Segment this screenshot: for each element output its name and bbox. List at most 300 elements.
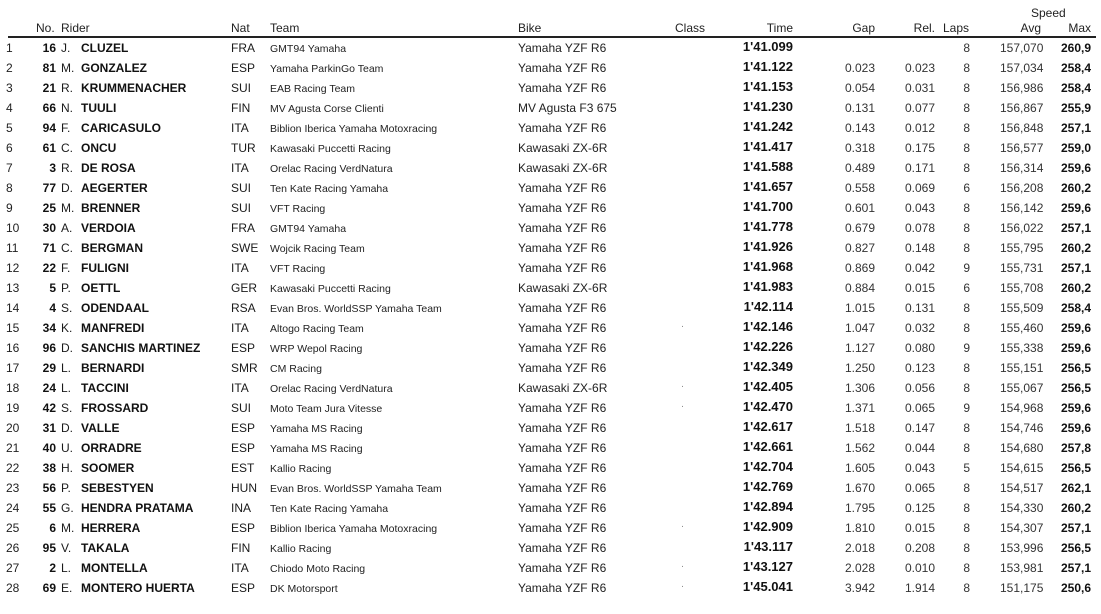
rider-surname-cell: SANCHIS MARTINEZ: [81, 341, 201, 355]
avg-speed-cell: 154,746: [1000, 421, 1044, 435]
avg-speed-cell: 155,067: [1000, 381, 1044, 395]
time-cell: 1'42.769: [742, 479, 793, 494]
gap-cell: 0.679: [844, 221, 875, 235]
relative-gap-cell: 0.065: [904, 401, 935, 415]
gap-cell: 0.318: [844, 141, 875, 155]
table-row: [0, 58, 1101, 78]
table-row: [0, 518, 1101, 538]
max-speed-cell: 256,5: [1060, 361, 1091, 375]
max-speed-cell: 260,2: [1060, 501, 1091, 515]
bike-cell: Yamaha YZF R6: [518, 261, 607, 275]
class-cell: ·: [680, 581, 685, 592]
time-cell: 1'41.242: [742, 119, 793, 134]
relative-gap-cell: 1.914: [904, 581, 935, 595]
header-class: Class: [675, 21, 706, 35]
rider-surname-cell: BERGMAN: [81, 241, 143, 255]
max-speed-cell: 259,6: [1060, 341, 1091, 355]
position-cell: 15: [6, 321, 20, 335]
time-cell: 1'41.588: [742, 159, 793, 174]
position-cell: 7: [6, 161, 13, 175]
avg-speed-cell: 156,314: [1000, 161, 1044, 175]
rider-number-cell: 25: [42, 201, 56, 215]
laps-cell: 8: [963, 161, 970, 175]
team-cell: DK Motorsport: [270, 583, 338, 595]
header-avg: Avg: [1020, 21, 1041, 35]
time-cell: 1'41.968: [742, 259, 793, 274]
rider-surname-cell: MONTELLA: [81, 561, 148, 575]
team-cell: Evan Bros. WorldSSP Yamaha Team: [270, 303, 442, 315]
relative-gap-cell: 0.123: [904, 361, 935, 375]
rider-surname-cell: TACCINI: [81, 381, 129, 395]
relative-gap-cell: 0.043: [904, 461, 935, 475]
team-cell: VFT Racing: [270, 263, 326, 275]
max-speed-cell: 260,2: [1060, 241, 1091, 255]
position-cell: 14: [6, 301, 20, 315]
bike-cell: Yamaha YZF R6: [518, 541, 607, 555]
max-speed-cell: 255,9: [1060, 101, 1091, 115]
header-no: No.: [36, 21, 55, 35]
relative-gap-cell: 0.125: [904, 501, 935, 515]
bike-cell: MV Agusta F3 675: [518, 101, 617, 115]
time-cell: 1'42.146: [742, 319, 793, 334]
header-rel: Rel.: [913, 21, 935, 35]
laps-cell: 8: [963, 301, 970, 315]
bike-cell: Yamaha YZF R6: [518, 561, 607, 575]
table-row: [0, 298, 1101, 318]
laps-cell: 9: [963, 401, 970, 415]
rider-number-cell: 6: [49, 521, 56, 535]
table-row: [0, 578, 1101, 598]
bike-cell: Yamaha YZF R6: [518, 121, 607, 135]
team-cell: Kallio Racing: [270, 463, 332, 475]
rider-surname-cell: CARICASULO: [81, 121, 161, 135]
rider-number-cell: 61: [42, 141, 56, 155]
laps-cell: 8: [963, 541, 970, 555]
rider-initial-cell: M.: [61, 61, 75, 75]
position-cell: 17: [6, 361, 20, 375]
time-cell: 1'41.657: [742, 179, 793, 194]
gap-cell: 1.562: [844, 441, 875, 455]
relative-gap-cell: 0.131: [904, 301, 935, 315]
max-speed-cell: 259,6: [1060, 401, 1091, 415]
gap-cell: 0.131: [844, 101, 875, 115]
gap-cell: 1.015: [844, 301, 875, 315]
table-row: [0, 118, 1101, 138]
relative-gap-cell: 0.175: [904, 141, 935, 155]
avg-speed-cell: 155,509: [1000, 301, 1044, 315]
rider-initial-cell: S.: [61, 301, 73, 315]
max-speed-cell: 258,4: [1060, 301, 1091, 315]
table-row: [0, 438, 1101, 458]
laps-cell: 6: [963, 281, 970, 295]
bike-cell: Yamaha YZF R6: [518, 61, 607, 75]
position-cell: 5: [6, 121, 13, 135]
avg-speed-cell: 154,680: [1000, 441, 1044, 455]
gap-cell: 1.127: [844, 341, 875, 355]
bike-cell: Yamaha YZF R6: [518, 361, 607, 375]
laps-cell: 8: [963, 141, 970, 155]
avg-speed-cell: 153,981: [1000, 561, 1044, 575]
bike-cell: Yamaha YZF R6: [518, 401, 607, 415]
rider-initial-cell: K.: [61, 321, 73, 335]
rider-initial-cell: F.: [61, 261, 71, 275]
table-row: [0, 198, 1101, 218]
avg-speed-cell: 154,968: [1000, 401, 1044, 415]
team-cell: Ten Kate Racing Yamaha: [270, 183, 389, 195]
gap-cell: 3.942: [844, 581, 875, 595]
bike-cell: Yamaha YZF R6: [518, 581, 607, 595]
laps-cell: 8: [963, 381, 970, 395]
bike-cell: Yamaha YZF R6: [518, 441, 607, 455]
nationality-cell: ESP: [231, 521, 256, 535]
rider-surname-cell: GONZALEZ: [81, 61, 147, 75]
nationality-cell: HUN: [231, 481, 257, 495]
team-cell: Altogo Racing Team: [270, 323, 364, 335]
rider-number-cell: 69: [42, 581, 56, 595]
table-row: [0, 158, 1101, 178]
position-cell: 3: [6, 81, 13, 95]
gap-cell: 0.558: [844, 181, 875, 195]
nationality-cell: SUI: [231, 181, 252, 195]
relative-gap-cell: 0.044: [904, 441, 935, 455]
rider-surname-cell: ONCU: [81, 141, 117, 155]
gap-cell: 1.250: [844, 361, 875, 375]
nationality-cell: ESP: [231, 421, 256, 435]
rider-initial-cell: H.: [61, 461, 73, 475]
rider-initial-cell: L.: [61, 561, 72, 575]
rider-initial-cell: G.: [61, 501, 74, 515]
team-cell: Orelac Racing VerdNatura: [270, 163, 393, 175]
nationality-cell: SUI: [231, 401, 252, 415]
nationality-cell: ESP: [231, 61, 256, 75]
avg-speed-cell: 156,142: [1000, 201, 1044, 215]
bike-cell: Yamaha YZF R6: [518, 461, 607, 475]
table-row: [0, 498, 1101, 518]
gap-cell: 0.869: [844, 261, 875, 275]
speed-group-header: Speed: [1031, 6, 1066, 20]
avg-speed-cell: 157,070: [1000, 41, 1044, 55]
laps-cell: 8: [963, 521, 970, 535]
table-row: [0, 398, 1101, 418]
position-cell: 1: [6, 41, 13, 55]
table-row: [0, 178, 1101, 198]
rider-initial-cell: L.: [61, 381, 72, 395]
avg-speed-cell: 156,208: [1000, 181, 1044, 195]
laps-cell: 8: [963, 501, 970, 515]
rider-initial-cell: E.: [61, 581, 73, 595]
rider-surname-cell: TUULI: [81, 101, 117, 115]
time-cell: 1'42.909: [742, 519, 793, 534]
gap-cell: 0.054: [844, 81, 875, 95]
time-cell: 1'42.226: [742, 339, 793, 354]
rider-number-cell: 55: [42, 501, 56, 515]
rider-surname-cell: VERDOIA: [81, 221, 136, 235]
rider-number-cell: 95: [42, 541, 56, 555]
bike-cell: Yamaha YZF R6: [518, 301, 607, 315]
laps-cell: 6: [963, 181, 970, 195]
nationality-cell: FRA: [231, 41, 255, 55]
table-row: [0, 558, 1101, 578]
nationality-cell: ITA: [231, 381, 249, 395]
gap-cell: 0.827: [844, 241, 875, 255]
table-row: [0, 278, 1101, 298]
time-cell: 1'42.704: [742, 459, 793, 474]
table-header: [0, 21, 1096, 35]
rider-number-cell: 96: [42, 341, 56, 355]
position-cell: 18: [6, 381, 20, 395]
class-cell: ·: [680, 401, 685, 412]
relative-gap-cell: 0.010: [904, 561, 935, 575]
team-cell: Ten Kate Racing Yamaha: [270, 503, 389, 515]
position-cell: 10: [6, 221, 20, 235]
team-cell: Evan Bros. WorldSSP Yamaha Team: [270, 483, 442, 495]
position-cell: 6: [6, 141, 13, 155]
time-cell: 1'41.122: [742, 59, 793, 74]
rider-surname-cell: OETTL: [81, 281, 121, 295]
rider-number-cell: 94: [42, 121, 56, 135]
time-cell: 1'41.417: [742, 139, 793, 154]
laps-cell: 8: [963, 61, 970, 75]
gap-cell: 1.371: [844, 401, 875, 415]
rider-initial-cell: F.: [61, 121, 71, 135]
rider-initial-cell: P.: [61, 481, 71, 495]
header-time: Time: [766, 21, 793, 35]
laps-cell: 8: [963, 481, 970, 495]
class-cell: ·: [680, 321, 685, 332]
class-cell: ·: [680, 381, 685, 392]
nationality-cell: SUI: [231, 201, 252, 215]
header-max: Max: [1068, 21, 1091, 35]
rider-initial-cell: L.: [61, 361, 72, 375]
position-cell: 13: [6, 281, 20, 295]
time-cell: 1'41.153: [742, 79, 793, 94]
time-cell: 1'41.926: [742, 239, 793, 254]
gap-cell: 1.518: [844, 421, 875, 435]
time-cell: 1'43.127: [742, 559, 793, 574]
table-row: [0, 318, 1101, 338]
position-cell: 26: [6, 541, 20, 555]
position-cell: 19: [6, 401, 20, 415]
time-cell: 1'43.117: [743, 539, 793, 554]
avg-speed-cell: 154,330: [1000, 501, 1044, 515]
relative-gap-cell: 0.012: [904, 121, 935, 135]
team-cell: Biblion Iberica Yamaha Motoxracing: [270, 123, 438, 135]
time-cell: 1'41.230: [742, 99, 793, 114]
laps-cell: 8: [963, 201, 970, 215]
relative-gap-cell: 0.078: [904, 221, 935, 235]
max-speed-cell: 262,1: [1060, 481, 1091, 495]
rider-initial-cell: R.: [61, 161, 73, 175]
max-speed-cell: 257,8: [1060, 441, 1091, 455]
rider-number-cell: 42: [42, 401, 56, 415]
nationality-cell: FRA: [231, 221, 255, 235]
team-cell: MV Agusta Corse Clienti: [270, 103, 384, 115]
avg-speed-cell: 155,460: [1000, 321, 1044, 335]
laps-cell: 8: [963, 81, 970, 95]
nationality-cell: ESP: [231, 581, 256, 595]
rider-number-cell: 5: [49, 281, 56, 295]
gap-cell: 1.047: [844, 321, 875, 335]
position-cell: 16: [6, 341, 20, 355]
gap-cell: 2.028: [844, 561, 875, 575]
max-speed-cell: 260,2: [1060, 281, 1091, 295]
position-cell: 9: [6, 201, 13, 215]
time-cell: 1'41.099: [742, 39, 793, 54]
relative-gap-cell: 0.065: [904, 481, 935, 495]
max-speed-cell: 259,6: [1060, 161, 1091, 175]
nationality-cell: ESP: [231, 341, 256, 355]
nationality-cell: SWE: [231, 241, 259, 255]
max-speed-cell: 256,5: [1060, 381, 1091, 395]
nationality-cell: ITA: [231, 261, 249, 275]
rider-initial-cell: D.: [61, 181, 73, 195]
laps-cell: 8: [963, 221, 970, 235]
nationality-cell: RSA: [231, 301, 256, 315]
max-speed-cell: 260,9: [1060, 41, 1091, 55]
table-row: [0, 38, 1101, 58]
relative-gap-cell: 0.069: [904, 181, 935, 195]
table-row: [0, 378, 1101, 398]
avg-speed-cell: 155,151: [1000, 361, 1044, 375]
table-row: [0, 418, 1101, 438]
table-row: [0, 138, 1101, 158]
relative-gap-cell: 0.015: [904, 281, 935, 295]
bike-cell: Yamaha YZF R6: [518, 521, 607, 535]
avg-speed-cell: 151,175: [1000, 581, 1044, 595]
rider-number-cell: 34: [42, 321, 56, 335]
max-speed-cell: 257,1: [1060, 221, 1091, 235]
gap-cell: 1.810: [844, 521, 875, 535]
laps-cell: 8: [963, 121, 970, 135]
bike-cell: Yamaha YZF R6: [518, 181, 607, 195]
avg-speed-cell: 156,577: [1000, 141, 1044, 155]
rider-number-cell: 56: [42, 481, 56, 495]
table-row: [0, 98, 1101, 118]
bike-cell: Yamaha YZF R6: [518, 321, 607, 335]
team-cell: GMT94 Yamaha: [270, 43, 347, 55]
rider-surname-cell: ORRADRE: [81, 441, 142, 455]
time-cell: 1'42.894: [742, 499, 793, 514]
rider-number-cell: 3: [49, 161, 56, 175]
relative-gap-cell: 0.043: [904, 201, 935, 215]
relative-gap-cell: 0.042: [904, 261, 935, 275]
team-cell: Kawasaki Puccetti Racing: [270, 283, 391, 295]
rider-surname-cell: BRENNER: [81, 201, 141, 215]
nationality-cell: SMR: [231, 361, 258, 375]
relative-gap-cell: 0.080: [904, 341, 935, 355]
team-cell: VFT Racing: [270, 203, 326, 215]
position-cell: 11: [6, 241, 19, 255]
table-row: [0, 458, 1101, 478]
table-body: [0, 38, 1101, 598]
relative-gap-cell: 0.077: [904, 101, 935, 115]
max-speed-cell: 258,4: [1060, 81, 1091, 95]
rider-number-cell: 71: [42, 241, 56, 255]
table-row: [0, 338, 1101, 358]
rider-number-cell: 30: [42, 221, 56, 235]
gap-cell: 0.143: [844, 121, 875, 135]
rider-number-cell: 4: [49, 301, 56, 315]
avg-speed-cell: 154,307: [1000, 521, 1044, 535]
rider-initial-cell: M.: [61, 201, 75, 215]
nationality-cell: SUI: [231, 81, 252, 95]
bike-cell: Kawasaki ZX-6R: [518, 161, 608, 175]
relative-gap-cell: 0.031: [904, 81, 935, 95]
team-cell: Yamaha MS Racing: [270, 423, 363, 435]
rider-surname-cell: FULIGNI: [81, 261, 129, 275]
rider-surname-cell: DE ROSA: [81, 161, 136, 175]
rider-number-cell: 81: [42, 61, 56, 75]
team-cell: Orelac Racing VerdNatura: [270, 383, 393, 395]
gap-cell: 1.795: [844, 501, 875, 515]
time-cell: 1'41.700: [742, 199, 793, 214]
avg-speed-cell: 155,795: [1000, 241, 1044, 255]
rider-surname-cell: CLUZEL: [81, 41, 129, 55]
position-cell: 23: [6, 481, 20, 495]
laps-cell: 8: [963, 41, 970, 55]
rider-number-cell: 40: [42, 441, 56, 455]
relative-gap-cell: 0.015: [904, 521, 935, 535]
bike-cell: Yamaha YZF R6: [518, 221, 607, 235]
rider-surname-cell: SOOMER: [81, 461, 135, 475]
time-cell: 1'41.983: [742, 279, 793, 294]
avg-speed-cell: 154,615: [1000, 461, 1044, 475]
bike-cell: Yamaha YZF R6: [518, 421, 607, 435]
gap-cell: 0.601: [844, 201, 875, 215]
position-cell: 20: [6, 421, 20, 435]
rider-number-cell: 29: [42, 361, 56, 375]
table-row: [0, 538, 1101, 558]
team-cell: Moto Team Jura Vitesse: [270, 403, 383, 415]
header-laps: Laps: [943, 21, 970, 35]
rider-surname-cell: SEBESTYEN: [81, 481, 154, 495]
rider-initial-cell: D.: [61, 341, 73, 355]
max-speed-cell: 259,6: [1060, 201, 1091, 215]
team-cell: GMT94 Yamaha: [270, 223, 347, 235]
time-cell: 1'42.405: [742, 379, 793, 394]
position-cell: 27: [6, 561, 20, 575]
avg-speed-cell: 155,708: [1000, 281, 1044, 295]
nationality-cell: INA: [231, 501, 252, 515]
team-cell: WRP Wepol Racing: [270, 343, 363, 355]
avg-speed-cell: 155,731: [1000, 261, 1044, 275]
team-cell: Kawasaki Puccetti Racing: [270, 143, 391, 155]
rider-surname-cell: FROSSARD: [81, 401, 149, 415]
max-speed-cell: 259,6: [1060, 321, 1091, 335]
rider-initial-cell: J.: [61, 41, 71, 55]
gap-cell: 1.306: [844, 381, 875, 395]
max-speed-cell: 258,4: [1060, 61, 1091, 75]
relative-gap-cell: 0.032: [904, 321, 935, 335]
max-speed-cell: 257,1: [1060, 561, 1091, 575]
bike-cell: Yamaha YZF R6: [518, 81, 607, 95]
laps-cell: 9: [963, 341, 970, 355]
max-speed-cell: 260,2: [1060, 181, 1091, 195]
time-cell: 1'41.778: [742, 219, 793, 234]
avg-speed-cell: 156,867: [1000, 101, 1044, 115]
bike-cell: Yamaha YZF R6: [518, 201, 607, 215]
bike-cell: Yamaha YZF R6: [518, 481, 607, 495]
rider-number-cell: 22: [42, 261, 56, 275]
nationality-cell: ITA: [231, 561, 249, 575]
nationality-cell: FIN: [231, 541, 251, 555]
team-cell: CM Racing: [270, 363, 322, 375]
rider-number-cell: 31: [42, 421, 56, 435]
laps-cell: 8: [963, 101, 970, 115]
nationality-cell: FIN: [231, 101, 251, 115]
relative-gap-cell: 0.056: [904, 381, 935, 395]
gap-cell: 1.670: [844, 481, 875, 495]
